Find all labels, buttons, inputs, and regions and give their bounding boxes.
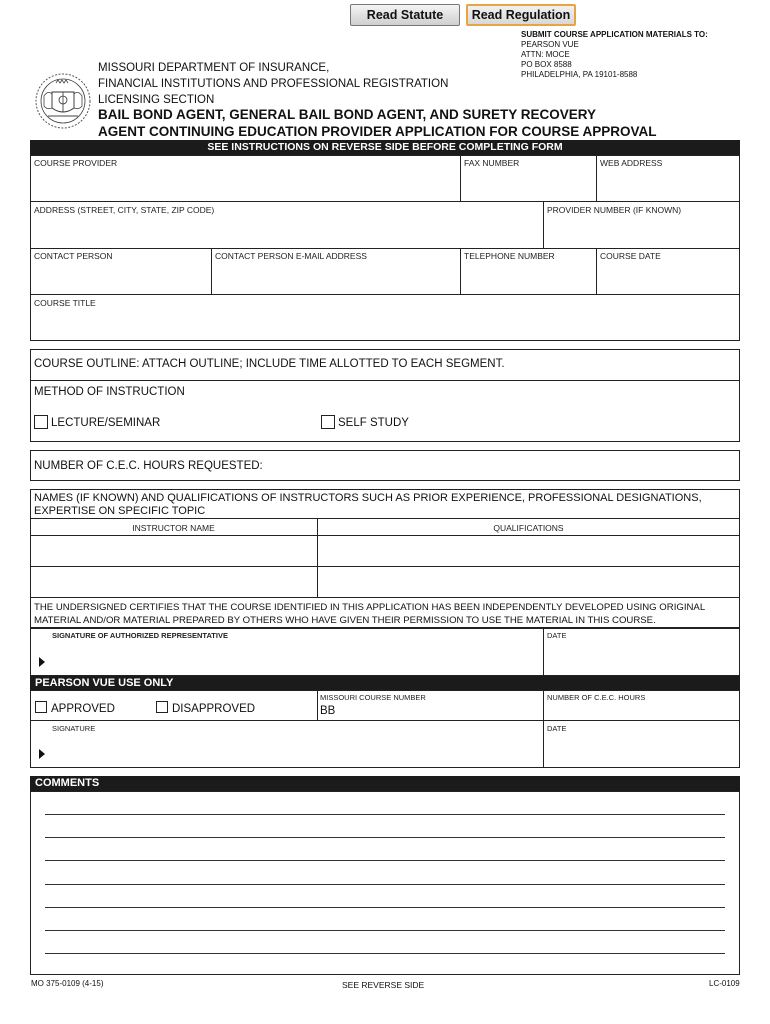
pearson-date-input[interactable]: [546, 735, 736, 765]
instructors-heading-line: EXPERTISE ON SPECIFIC TOPIC: [34, 505, 206, 517]
mailing-line: PHILADELPHIA, PA 19101-8588: [521, 70, 638, 79]
qualifications-input[interactable]: [318, 567, 739, 597]
address-field[interactable]: ADDRESS (STREET, CITY, STATE, ZIP CODE): [34, 205, 215, 215]
cec-hours-label: NUMBER OF C.E.C. HOURS: [547, 693, 646, 702]
course-number-value[interactable]: BB: [320, 705, 336, 717]
mailing-heading: SUBMIT COURSE APPLICATION MATERIALS TO:: [521, 30, 708, 39]
fax-number-field[interactable]: FAX NUMBER: [464, 158, 520, 168]
mailing-line: ATTN: MOCE: [521, 50, 570, 59]
certification-text: [34, 601, 705, 627]
pearson-vue-bar: PEARSON VUE USE ONLY: [30, 676, 740, 690]
pearson-date-label: DATE: [547, 724, 567, 733]
title-line: BAIL BOND AGENT, GENERAL BAIL BOND AGENT, AND SURETY RECOVERY: [98, 107, 597, 122]
agency-line: MISSOURI DEPARTMENT OF INSURANCE,: [98, 62, 330, 74]
qualifications-input[interactable]: [318, 536, 739, 566]
approved-label: APPROVED: [51, 703, 115, 715]
instructor-name-input[interactable]: [31, 536, 317, 566]
approved-checkbox[interactable]: [35, 701, 47, 713]
pearson-signature-input[interactable]: [50, 735, 540, 765]
instructors-heading-line: NAMES (IF KNOWN) AND QUALIFICATIONS OF INSTRUCTORS SUCH AS PRIOR EXPERIENCE, PROFESSIONAL DESIGNATIONS,: [34, 492, 702, 504]
sign-here-arrow-icon: [39, 749, 45, 759]
comments-bar: COMMENTS: [30, 776, 740, 791]
signature-label: SIGNATURE OF AUTHORIZED REPRESENTATIVE: [52, 631, 228, 640]
course-title-field[interactable]: COURSE TITLE: [34, 298, 96, 308]
lecture-seminar-label: LECTURE/SEMINAR: [51, 417, 161, 429]
comment-line: [45, 837, 725, 838]
agency-line: LICENSING SECTION: [98, 94, 215, 106]
date-label: DATE: [547, 631, 567, 640]
qualifications-header: QUALIFICATIONS: [493, 523, 564, 533]
comment-line: [45, 930, 725, 931]
comment-line: [45, 860, 725, 861]
form-number: MO 375-0109 (4-15): [31, 979, 104, 988]
course-outline-label: COURSE OUTLINE: ATTACH OUTLINE; INCLUDE TIME ALLOTTED TO EACH SEGMENT.: [34, 358, 505, 370]
signature-input[interactable]: [50, 645, 540, 673]
lecture-seminar-checkbox[interactable]: [34, 415, 48, 429]
title-line: AGENT CONTINUING EDUCATION PROVIDER APPLICATION FOR COURSE APPROVAL: [98, 124, 657, 139]
date-input[interactable]: [546, 645, 736, 673]
form-code: LC-0109: [709, 979, 740, 988]
contact-email-field[interactable]: CONTACT PERSON E-MAIL ADDRESS: [215, 251, 367, 261]
certification-line: MATERIAL AND/OR MATERIAL PREPARED BY OTHERS WHO HAVE GIVEN THEIR PERMISSION TO USE THE MATERIAL IN THIS COURSE.: [34, 615, 656, 626]
sign-here-arrow-icon: [39, 657, 45, 667]
course-number-label: MISSOURI COURSE NUMBER: [320, 693, 426, 702]
see-reverse-side: SEE REVERSE SIDE: [342, 980, 425, 990]
pearson-signature-label: SIGNATURE: [52, 724, 96, 733]
read-regulation-button[interactable]: Read Regulation: [466, 4, 576, 26]
certification-line: THE UNDERSIGNED CERTIFIES THAT THE COURSE IDENTIFIED IN THIS APPLICATION HAS BEEN INDEPENDENTLY DEVELOPED USING ORIGINAL: [34, 602, 706, 613]
instructions-bar: SEE INSTRUCTIONS ON REVERSE SIDE BEFORE COMPLETING FORM: [30, 140, 740, 155]
comment-line: [45, 907, 725, 908]
mailing-line: PO BOX 8588: [521, 60, 572, 69]
mailing-line: PEARSON VUE: [521, 40, 579, 49]
comments-area[interactable]: [30, 791, 740, 975]
course-provider-field[interactable]: COURSE PROVIDER: [34, 158, 118, 168]
method-of-instruction-label: METHOD OF INSTRUCTION: [34, 386, 185, 398]
provider-number-field[interactable]: PROVIDER NUMBER (IF KNOWN): [547, 205, 682, 215]
web-address-field[interactable]: WEB ADDRESS: [600, 158, 663, 168]
agency-line: FINANCIAL INSTITUTIONS AND PROFESSIONAL REGISTRATION: [98, 78, 449, 90]
instructor-name-input[interactable]: [31, 567, 317, 597]
mailing-address: [521, 30, 708, 80]
contact-person-field[interactable]: CONTACT PERSON: [34, 251, 113, 261]
comment-line: [45, 814, 725, 815]
comment-line: [45, 953, 725, 954]
instructors-heading: [34, 492, 702, 518]
disapproved-label: DISAPPROVED: [172, 703, 256, 715]
missouri-seal-icon: [34, 70, 92, 132]
disapproved-checkbox[interactable]: [156, 701, 168, 713]
self-study-checkbox[interactable]: [321, 415, 335, 429]
comment-line: [45, 884, 725, 885]
course-date-field[interactable]: COURSE DATE: [600, 251, 661, 261]
read-statute-button[interactable]: Read Statute: [350, 4, 460, 26]
form-title: [98, 106, 657, 140]
self-study-label: SELF STUDY: [338, 417, 409, 429]
telephone-field[interactable]: TELEPHONE NUMBER: [464, 251, 555, 261]
instructor-name-header: INSTRUCTOR NAME: [132, 523, 215, 533]
agency-block: [98, 60, 448, 108]
hours-requested-label: NUMBER OF C.E.C. HOURS REQUESTED:: [34, 460, 263, 472]
